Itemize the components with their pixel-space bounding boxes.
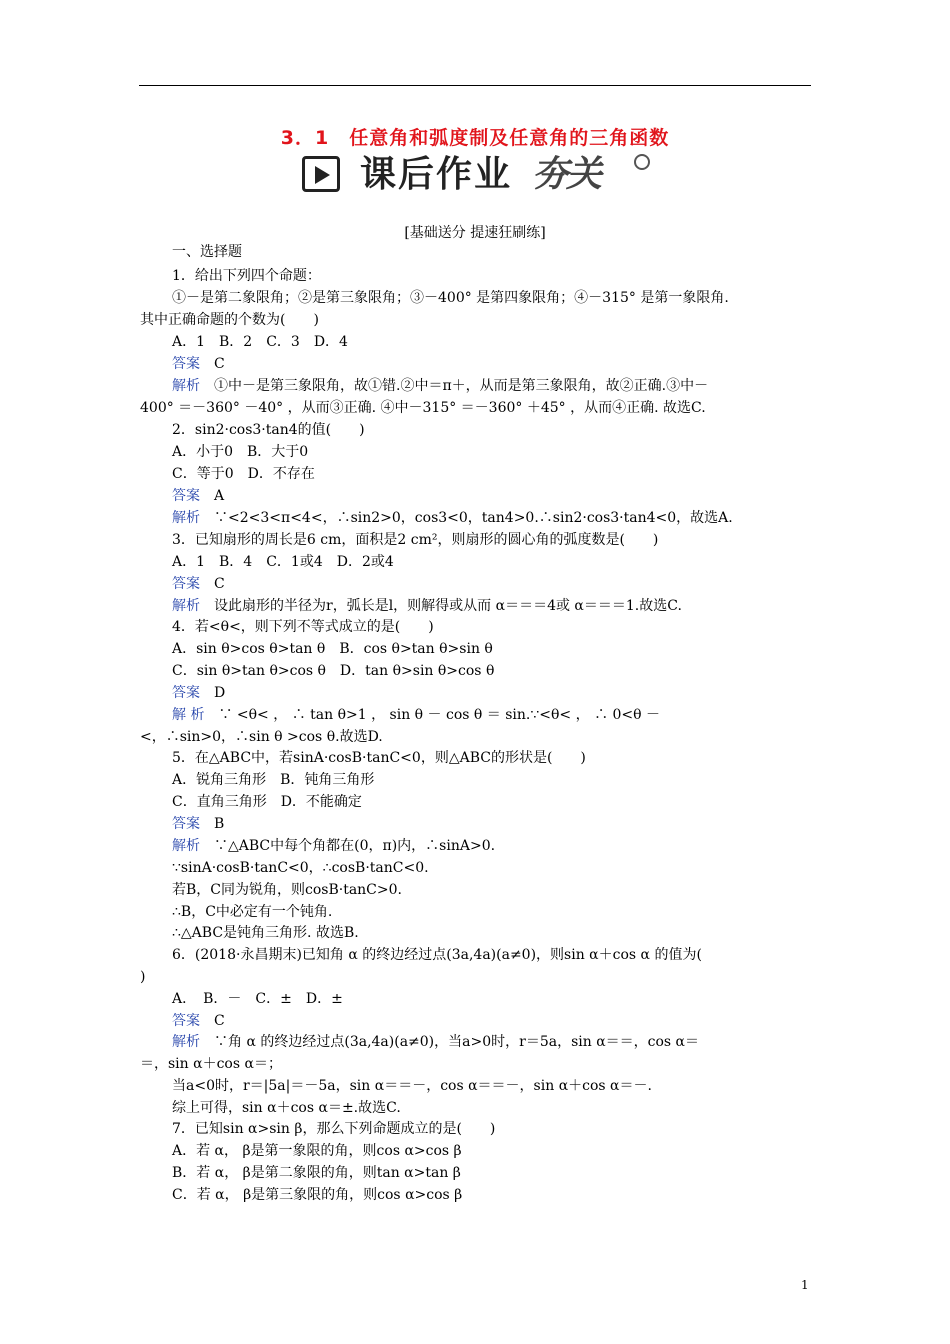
answer-label: 答案: [172, 576, 200, 592]
analysis-label: 解析: [172, 378, 200, 394]
question-line: 其中正确命题的个数为( ): [140, 312, 319, 328]
options: C．直角三角形 D．不能确定: [172, 794, 362, 810]
analysis-line: 400° ＝－360° －40° ，从而③正确. ④中－315° ＝－360° ＋45° ，从而④正确. 故选C.: [140, 400, 706, 416]
answer-value: A: [214, 488, 225, 504]
brand-logo: 夯关: [532, 154, 601, 195]
subheading: [基础送分 提速狂刷练]: [404, 225, 546, 241]
options: A．若 α， β是第一象限的角，则cos α>cos β: [172, 1143, 462, 1159]
question-2: 2．sin2·cos3·tan4的值( ): [172, 422, 365, 438]
analysis-line: ∴△ABC是钝角三角形. 故选B.: [172, 925, 359, 941]
section-heading: 一、选择题: [172, 244, 242, 260]
analysis-line: ∴B，C中必定有一个钝角.: [172, 904, 333, 920]
analysis-row: 解析 ∵<2<3<π<4<，∴sin2>0，cos3<0，tan4>0.∴sin2·cos3·tan4<0，故选A.: [172, 510, 733, 526]
analysis-label: 解 析: [172, 707, 205, 723]
question-5: 5．在△ABC中，若sinA·cosB·tanC<0，则△ABC的形状是( ): [172, 750, 586, 766]
page-title: 3．1 任意角和弧度制及任意角的三角函数: [280, 127, 670, 149]
answer-row: [172, 353, 225, 375]
analysis-row: 解析 ∵△ABC中每个角都在(0，π)内，∴sinA>0.: [172, 838, 496, 854]
answer-value: C: [214, 1013, 225, 1029]
answer-label: 答案: [172, 488, 200, 504]
analysis-line: ＝，sin α＋cos α＝；: [140, 1056, 282, 1072]
answer-row: [172, 485, 224, 507]
options: B．若 α， β是第二象限的角，则tan α>tan β: [172, 1165, 461, 1181]
analysis-row: 解析 设此扇形的半径为r，弧长是l，则解得或从而 α＝＝＝4或 α＝＝＝1.故选C.: [172, 598, 682, 614]
question-line: ①－是第二象限角；②是第三象限角；③－400° 是第四象限角；④－315° 是第一象限角.: [172, 290, 729, 306]
answer-label: 答案: [172, 1013, 200, 1029]
question-3: 3．已知扇形的周长是6 cm，面积是2 cm²，则扇形的圆心角的弧度数是( ): [172, 532, 659, 548]
analysis-label: 解析: [172, 598, 200, 614]
answer-label: 答案: [172, 685, 200, 701]
question-7: 7．已知sin α>sin β，那么下列命题成立的是( ): [172, 1121, 496, 1137]
answer-value: D: [214, 685, 226, 701]
page-number: 1: [801, 1278, 809, 1292]
analysis-row: 解析 ∵角 α 的终边经过点(3a,4a)(a≠0)，当a>0时，r＝5a，sin α＝＝，cos α＝: [172, 1034, 700, 1050]
answer-value: C: [214, 576, 225, 592]
question-1: 1．给出下列四个命题：: [172, 268, 321, 284]
analysis-row: 解 析 ∵ <θ< ， ∴ tan θ>1 ， sin θ － cos θ ＝ sin.∵<θ< ， ∴ 0<θ －: [172, 707, 661, 723]
options: C．等于0 D．不存在: [172, 466, 315, 482]
analysis-line: <，∴sin>0，∴sin θ >cos θ.故选D.: [140, 729, 383, 745]
options: A．1 B．4 C．1或4 D．2或4: [172, 554, 394, 570]
answer-value: B: [214, 816, 225, 832]
analysis-row: 解析 ①中－是第三象限角，故①错.②中＝π＋，从而是第三象限角，故②正确.③中－: [172, 378, 709, 394]
answer-row: [172, 682, 225, 704]
question-6: 6．(2018·永昌期末)已知角 α 的终边经过点(3a,4a)(a≠0)，则sin α＋cos α 的值为(: [172, 947, 702, 963]
options: C．sin θ>tan θ>cos θ D．tan θ>sin θ>cos θ: [172, 663, 495, 679]
analysis-line: 若B，C同为锐角，则cosB·tanC>0.: [172, 882, 402, 898]
analysis-label: 解析: [172, 1034, 200, 1050]
answer-label: 答案: [172, 816, 200, 832]
analysis-line: 当a<0时，r＝|5a|＝－5a，sin α＝＝－，cos α＝＝－，sin α＋cos α＝－.: [172, 1078, 652, 1094]
question-line: ): [140, 969, 146, 985]
options: A．sin θ>cos θ>tan θ B．cos θ>tan θ>sin θ: [172, 641, 493, 657]
answer-row: [172, 813, 224, 835]
analysis-line: ∵sinA·cosB·tanC<0，∴cosB·tanC<0.: [172, 860, 429, 876]
analysis-label: 解析: [172, 838, 200, 854]
header-rule: [139, 85, 811, 86]
options: A．锐角三角形 B．钝角三角形: [172, 772, 375, 788]
homework-banner: [300, 152, 650, 200]
logo-ring-icon: [634, 154, 650, 170]
options: C．若 α， β是第三象限的角，则cos α>cos β: [172, 1187, 463, 1203]
banner-text: 课后作业: [360, 154, 513, 195]
answer-row: [172, 573, 225, 595]
answer-label: 答案: [172, 356, 200, 372]
question-4: 4．若<θ<，则下列不等式成立的是( ): [172, 619, 434, 635]
answer-row: [172, 1010, 225, 1032]
answer-value: C: [214, 356, 225, 372]
options: A． B．－ C．± D．±: [172, 991, 343, 1007]
options: A．1 B．2 C．3 D．4: [172, 334, 348, 350]
options: A．小于0 B．大于0: [172, 444, 309, 460]
play-icon: [302, 156, 340, 192]
analysis-line: 综上可得，sin α＋cos α＝±.故选C.: [172, 1100, 401, 1116]
analysis-label: 解析: [172, 510, 200, 526]
